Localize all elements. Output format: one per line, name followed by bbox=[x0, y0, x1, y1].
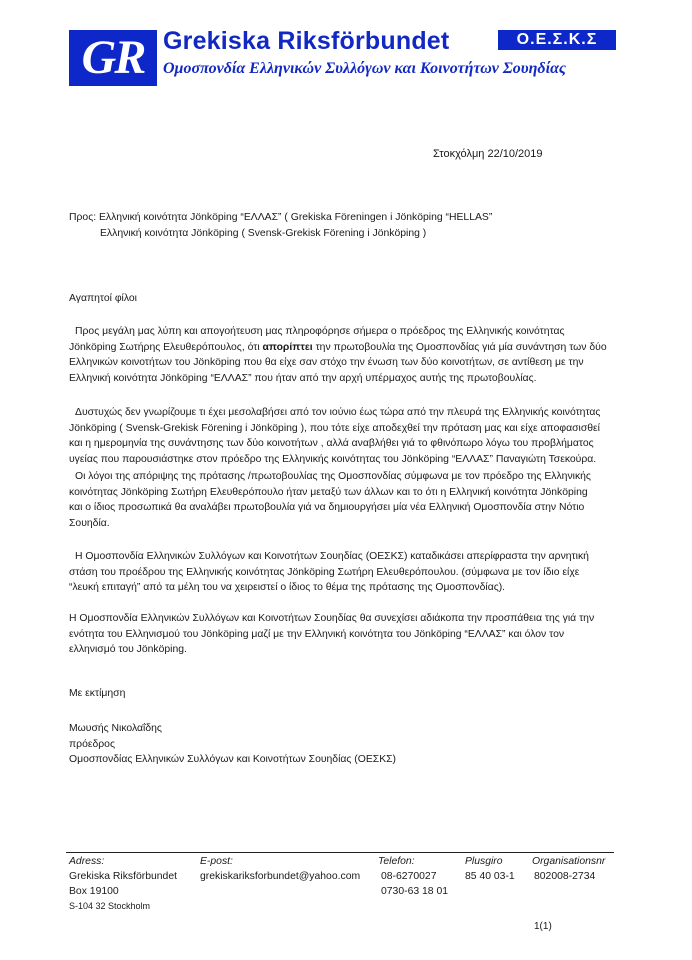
page-number: 1(1) bbox=[534, 921, 552, 932]
signature-title: πρόεδρος bbox=[69, 739, 115, 750]
paragraph-line: και ο ίδιος προσωπικά θα αναλάβει πρωτοβουλία γιά να δημιουργήσει μία νέα Ελληνική Ομοσπονδία στην Νότιο bbox=[69, 502, 585, 513]
paragraph-line: Σουηδία. bbox=[69, 517, 110, 529]
recipient-line-1: Προς: Ελληνική κοινότητα Jönköping “ΕΛΛΑΣ” ( Grekiska Föreningen i Jönköping “HELLAS” bbox=[69, 212, 493, 223]
footer-plusgiro: 85 40 03-1 bbox=[465, 871, 515, 882]
org-abbrev-logo: Ο.Ε.Σ.Κ.Σ bbox=[498, 30, 616, 50]
paragraph-line: και η ημερομηνία της συνάντησης των δύο κοινοτήτων , αλλά αναβλήθει γιά το φθινόπωρο λόγω του προβλήματος bbox=[69, 438, 594, 449]
paragraph-5 bbox=[69, 611, 629, 658]
paragraph-line: Η Ομοσπονδία Ελληνικών Συλλόγων και Κοινοτήτων Σουηδίας (ΟΕΣΚΣ) καταδικάσει απερίφραστα την αρνητική bbox=[75, 551, 589, 562]
paragraph-line: Ελληνικών κοινοτήτων του Jönköping που θα είχε σαν στόχο την ένωση των δύο κοινοτήτων, σε αντίθεση με την bbox=[69, 357, 584, 368]
paragraph-line: Jönköping ( Svensk-Grekisk Förening i Jönköping ), που τότε είχε αποδεχθεί την πρόταση μας και είχε αποφασισθεί bbox=[69, 422, 600, 434]
org-subtitle: Ομοσπονδία Ελληνικών Συλλόγων και Κοινοτήτων Σουηδίας bbox=[163, 60, 567, 77]
emphasis-text: απορίπτει bbox=[262, 341, 313, 353]
greeting: Αγαπητοί φίλοι bbox=[69, 293, 137, 304]
footer-plusgiro-label: Plusgiro bbox=[465, 856, 503, 867]
org-name: Grekiska Riksförbundet bbox=[163, 27, 450, 55]
footer-address-line-1: Grekiska Riksförbundet bbox=[69, 871, 177, 882]
paragraph-line: ελληνισμό του Jönköping. bbox=[69, 644, 187, 655]
paragraph-line: κοινότητας Jönköping Σωτήρη Ελευθερόπουλο ήταν μεταξύ των άλλων και το ότι η Ελληνική κοινότητα Jönköping bbox=[69, 486, 588, 498]
footer-divider bbox=[66, 852, 614, 853]
paragraph-text: Jönköping Σωτήρης Ελευθερόπουλος, ότι bbox=[69, 341, 263, 353]
paragraph-line: Δυστυχώς δεν γνωρίζουμε τι έχει μεσολαβήσει από τον ιούνιο έως τώρα από την πλευρά της Ελληνικής κοινότητας bbox=[75, 407, 601, 418]
paragraph-line: Προς μεγάλη μας λύπη και απογοήτευση μας πληροφόρησε σήμερα ο πρόεδρος της Ελληνικής κοινότητας bbox=[75, 326, 565, 337]
footer-phone-1: 08-6270027 bbox=[381, 871, 437, 882]
paragraph-line bbox=[69, 340, 629, 356]
footer-email[interactable]: grekiskariksforbundet@yahoo.com bbox=[200, 871, 361, 882]
paragraph-3 bbox=[69, 469, 629, 531]
footer-phone-label: Telefon: bbox=[378, 856, 415, 867]
paragraph-line: υγείας που παρουσιάστηκε στον πρόεδρο της Ελληνικής κοινότητας του Jönköping “ΕΛΛΑΣ” Παναγιώτη Τσεκούρα. bbox=[69, 453, 597, 465]
paragraph-line: στάση του προέδρου της Ελληνικής κοινότητας Jönköping Σωτήρη Ελευθερόπουλου. (σύμφωνα με τον ίδιο είχε bbox=[69, 566, 580, 578]
paragraph-4 bbox=[69, 549, 629, 596]
paragraph-2 bbox=[69, 405, 629, 467]
letter-date: Στοκχόλμη 22/10/2019 bbox=[433, 148, 543, 160]
paragraph-line: ενότητα του Ελληνισμού του Jönköping μαζί με την Ελληνική κοινότητα του Jönköping “ΕΛΛΑΣ” και όλον τον bbox=[69, 628, 565, 640]
paragraph-1 bbox=[69, 324, 629, 386]
paragraph-line: Η Ομοσπονδία Ελληνικών Συλλόγων και Κοινοτήτων Σουηδίας θα συνεχίσει αδιάκοπα την προσπάθεια της γιά την bbox=[69, 613, 595, 624]
footer-orgnr-label: Organisationsnr bbox=[532, 856, 606, 867]
recipient-line-2: Ελληνική κοινότητα Jönköping ( Svensk-Grekisk Förening i Jönköping ) bbox=[100, 228, 427, 239]
footer-address-line-3: S-104 32 Stockholm bbox=[69, 901, 151, 911]
paragraph-line: Ελληνική κοινότητα Jönköping “ΕΛΛΑΣ” που ήταν από την αρχή υπέρμαχος αυτής της πρωτοβουλίας. bbox=[69, 372, 537, 384]
footer-orgnr: 802008-2734 bbox=[534, 871, 596, 882]
footer-email-label: E-post: bbox=[200, 856, 233, 867]
signature-name: Μωυσής Νικολαΐδης bbox=[69, 723, 162, 734]
signature-org: Ομοσπονδίας Ελληνικών Συλλόγων και Κοινοτήτων Σουηδίας (ΟΕΣΚΣ) bbox=[69, 754, 397, 765]
footer-phone-2: 0730-63 18 01 bbox=[381, 886, 449, 897]
gr-logo: GR bbox=[69, 30, 157, 86]
paragraph-text: την πρωτοβουλία της Ομοσπονδίας γιά μία συνάντηση των δύο bbox=[315, 341, 607, 353]
footer-address-label: Adress: bbox=[69, 856, 105, 867]
paragraph-line: “λευκή επιταγή” από τα μέλη του να χειρειστεί ο ίδιος το θέμα της πρότασης της Ομοσπονδίας). bbox=[69, 582, 506, 593]
footer-address-line-2: Box 19100 bbox=[69, 886, 119, 897]
paragraph-line: Οι λόγοι της απόριψης της πρότασης /πρωτοβουλίας της Ομοσπονδίας σύμφωνα με τον πρόεδρο της Ελληνικής bbox=[75, 471, 591, 482]
closing: Με εκτίμηση bbox=[69, 688, 126, 699]
